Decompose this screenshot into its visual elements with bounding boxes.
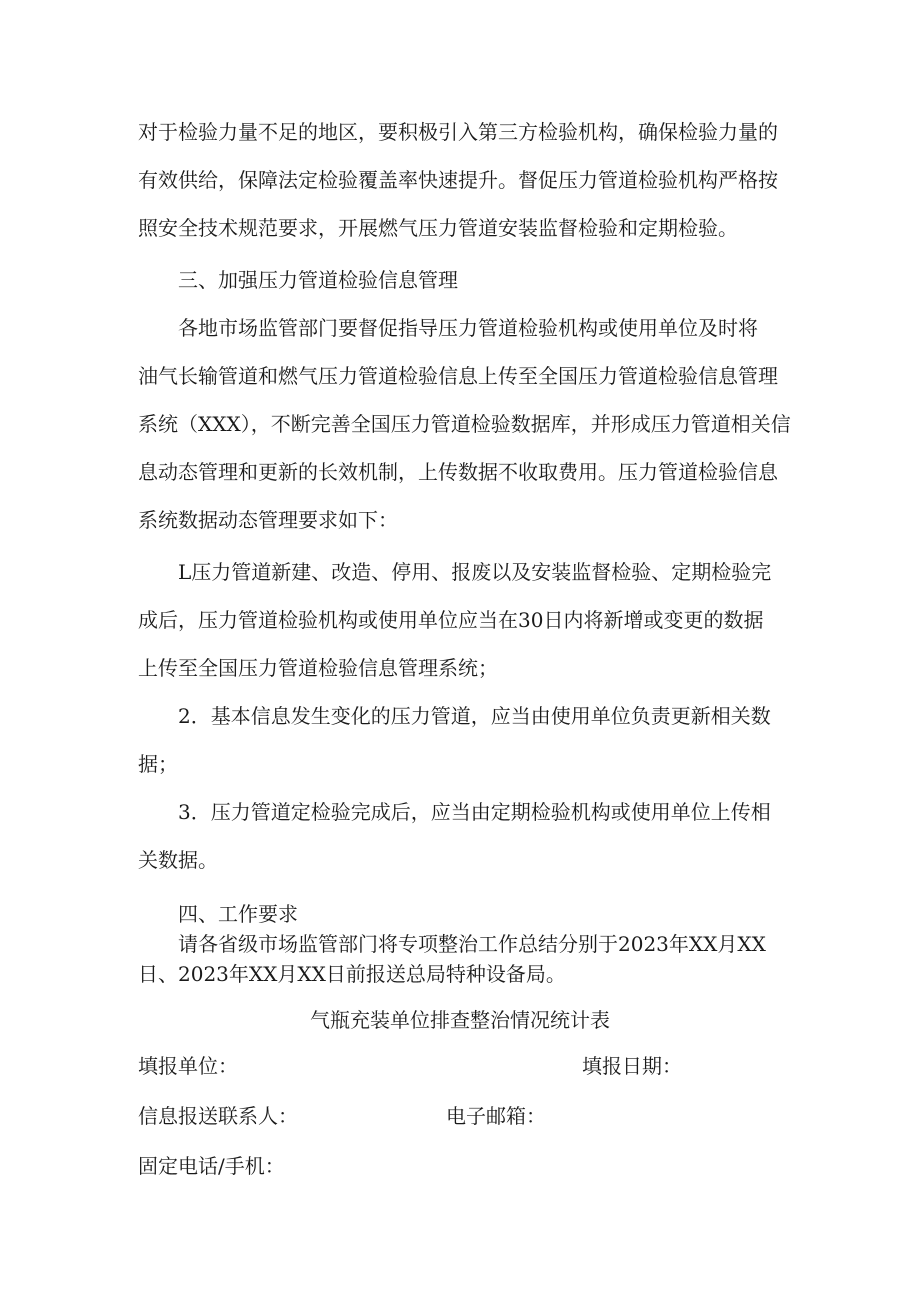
- item3-line-1: 3．压力管道定检验完成后，应当由定期检验机构或使用单位上传相: [178, 800, 771, 824]
- section4-heading: 四、工作要求: [178, 902, 298, 926]
- section3-body-line-5: 系统数据动态管理要求如下：: [138, 508, 398, 532]
- intro-line-3: 照安全技术规范要求，开展燃气压力管道安装监督检验和定期检验。: [138, 216, 738, 240]
- section3-body-line-2: 油气长输管道和燃气压力管道检验信息上传至全国压力管道检验信息管理: [138, 364, 778, 388]
- section3-body-line-1: 各地市场监管部门要督促指导压力管道检验机构或使用单位及时将: [178, 316, 758, 340]
- intro-line-2: 有效供给，保障法定检验覆盖率快速提升。督促压力管道检验机构严格按: [138, 168, 778, 192]
- intro-line-1: 对于检验力量不足的地区，要积极引入第三方检验机构，确保检验力量的: [138, 120, 778, 144]
- contact-label: 信息报送联系人：: [138, 1104, 298, 1128]
- item2-line-1: 2．基本信息发生变化的压力管道，应当由使用单位负责更新相关数: [178, 704, 771, 728]
- item2-line-2: 据；: [138, 752, 178, 776]
- item1-line-1: L压力管道新建、改造、停用、报废以及安装监督检验、定期检验完: [178, 560, 772, 584]
- item1-line-3: 上传至全国压力管道检验信息管理系统；: [138, 656, 498, 680]
- section4-body-line-1: 请各省级市场监管部门将专项整治工作总结分别于2023年XX月XX: [178, 932, 766, 956]
- form-title: 气瓶充装单位排查整治情况统计表: [310, 1008, 610, 1032]
- section3-heading: 三、加强压力管道检验信息管理: [178, 268, 458, 292]
- section4-body-line-2: 日、2023年XX月XX日前报送总局特种设备局。: [138, 962, 566, 986]
- item1-line-2: 成后，压力管道检验机构或使用单位应当在30日内将新增或变更的数据: [138, 608, 764, 632]
- date-label: 填报日期：: [582, 1054, 682, 1078]
- section3-body-line-4: 息动态管理和更新的长效机制，上传数据不收取费用。压力管道检验信息: [138, 460, 778, 484]
- item3-line-2: 关数据。: [138, 848, 218, 872]
- email-label: 电子邮箱：: [446, 1104, 546, 1128]
- section3-body-line-3: 系统（XXX），不断完善全国压力管道检验数据库，并形成压力管道相关信: [138, 412, 791, 436]
- unit-label: 填报单位：: [138, 1054, 238, 1078]
- phone-label: 固定电话/手机：: [138, 1154, 285, 1178]
